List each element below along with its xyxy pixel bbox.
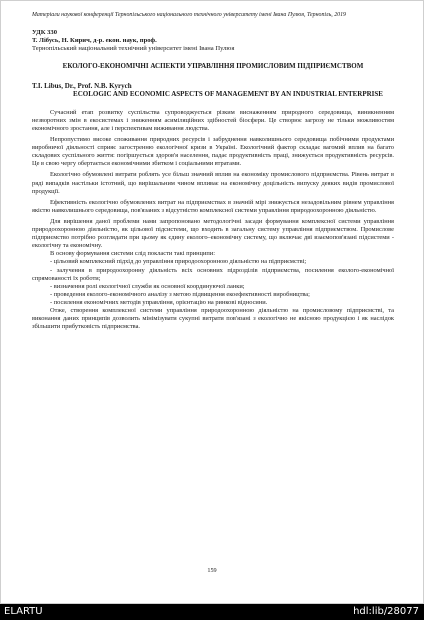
repository-name: ELARTU	[4, 606, 43, 617]
principles-intro: В основу формування системи слід покласти такі принципи:	[50, 250, 216, 258]
principle-item: - визначення ролі екологічної служби як основної координуючої ланки;	[50, 282, 245, 290]
conclusion-paragraph: Отже, створення комплексної системи управління природоохоронною діяльністю на промисловому підприємстві, та виконання даних принципів дозволить мінімізувати сукупні витрати пов'язані з екологічно не якісною продукцією і як наслідок збільшити прибутковість підприємства.	[32, 306, 394, 331]
title-uk: ЕКОЛОГО-ЕКОНОМІЧНІ АСПЕКТИ УПРАВЛІННЯ ПРОМИСЛОВИМ ПІДПРИЄМСТВОМ	[62, 61, 364, 70]
repository-footer-bar	[0, 604, 424, 620]
authors-uk: Т. Лібусь, Н. Кирич, д-р. екон. наук, проф.	[32, 37, 157, 45]
principle-item: - посилення економічних методів управління, орієнтацію на ринкові відносини.	[50, 298, 268, 306]
english-heading	[32, 82, 394, 99]
page-content	[32, 12, 394, 331]
paragraph: Сучасний етап розвитку суспільства супроводжується різким виснаженням природного середовища, виникненням незворотних змін в екосистемах і зниженням асиміляційних здібностей біосфери. Це створює загрозу не тільки можливостям економічного зростання, але і перспективам виживання людства.	[32, 108, 394, 133]
principle-item: - проведення еколого-економічного аналізу з метою підвищення екоефективності виробництва;	[50, 290, 310, 298]
affiliation-uk: Тернопільський національний технічний університет імені Івана Пулюя	[32, 45, 235, 53]
paragraph: Непропустимо високе споживання природних ресурсів і забруднення навколишнього середовища побічними продуктами виробничої діяльності сприяє загостренню екологічної кризи в Україні. Екологічний фактор складає вагомий вплив на багато складових суспільного життя: погіршується здоров'я населення, падає продуктивність праці, знижується продуктивність ресурсів. Це в свою чергу обертається економічними збитком і соціальними втратами.	[32, 136, 394, 168]
principle-item: - залучення в природоохоронну діяльність всіх основних підрозділів підприємства, посилення еколого-економічної спрямованості їх роботи;	[32, 266, 394, 282]
udk-code: УДК 330	[32, 29, 58, 36]
principle-item: - цільовий комплексний підхід до управління природоохоронною діяльністю на підприємстві;	[50, 258, 307, 266]
page-number: 159	[207, 567, 217, 574]
handle-identifier: hdl:lib/28077	[353, 606, 419, 617]
paragraph: Екологічно обумовлені витрати роблять усе більш значний вплив на економіку промислового підприємства. Рівень витрат в ряді випадків настільки істотний, що вирішальним чином впливає на економічну доцільність випуску деяких видів промислової продукції.	[32, 171, 394, 195]
authors-en: T.I. Libus, Dr., Prof. N.B. Kyrych	[32, 82, 132, 91]
paragraph: Ефективність екологічно обумовлених витрат на підприємствах в значній мірі знижується незадовільним рівнем управління якістю навколишнього середовища, пов'язаних з відсутністю комплексної системи управління природоохоронною діяльністю.	[32, 198, 394, 214]
conference-header-note: Матеріали наукової конференції Тернопільського національного технічного університету імені Івана Пулюя, Тернопіль, 2019	[32, 12, 347, 18]
paragraph: Для вирішення даної проблеми нами запропоновано методологічні засади формування комплексної системи управління природоохоронною діяльністю, як цільової підсистеми, що входить в загальну систему управління підприємством. Промислове підприємство потрібно розглядати при цьому як єдину еколого–економічну систему, що включає дві взаємопов'язані підсистеми - екологічну та економічну.	[32, 217, 394, 250]
title-en: ECOLOGIC AND ECONOMIC ASPECTS OF MANAGEMENT BY AN INDUSTRIAL ENTERPRISE	[73, 90, 383, 99]
